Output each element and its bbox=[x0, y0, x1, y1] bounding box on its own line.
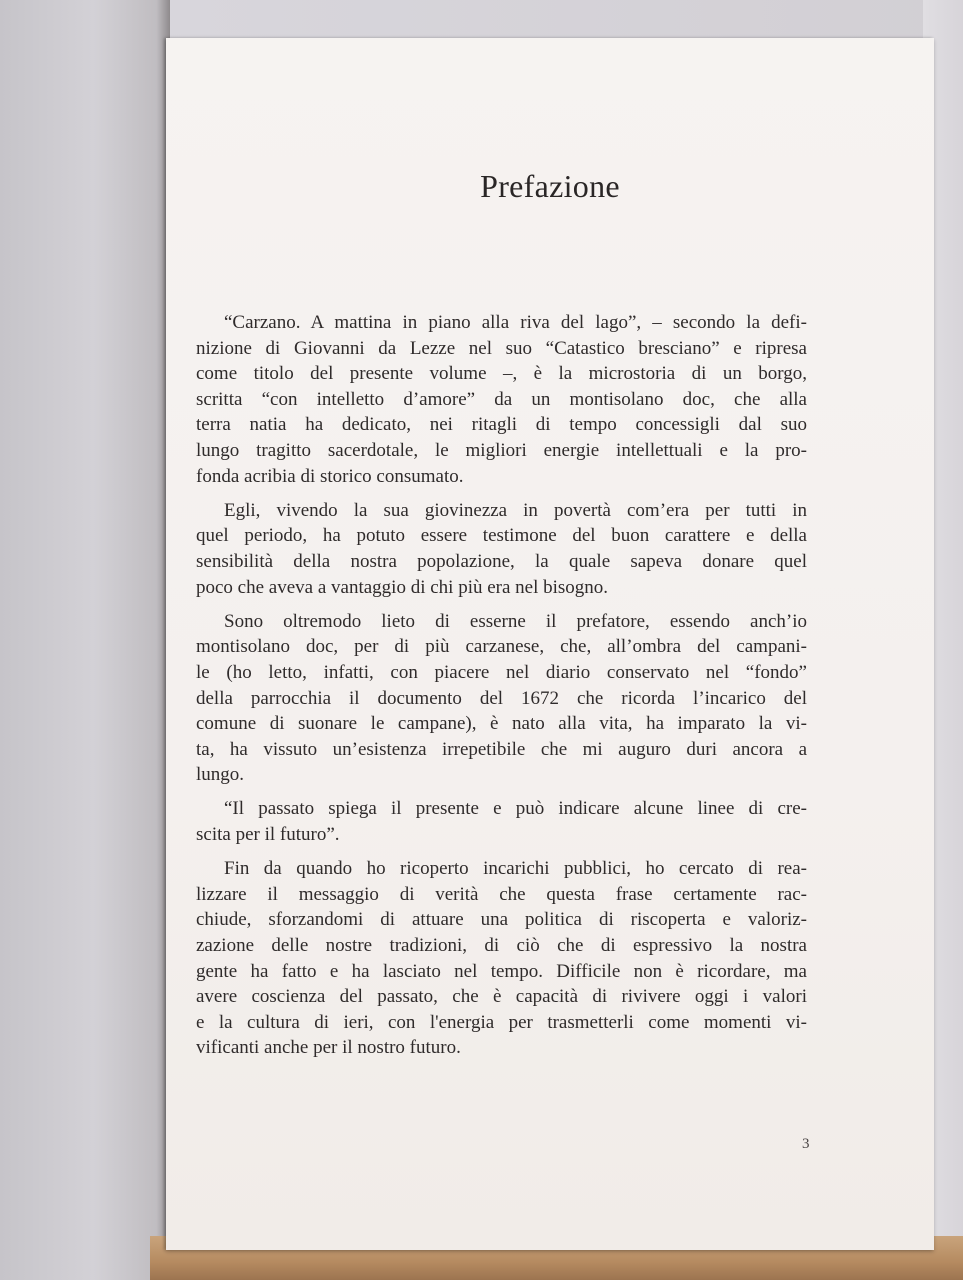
paragraph bbox=[196, 856, 807, 1061]
text-line: Fin da quando ho ricoperto incarichi pubblici, ho cercato di rea- bbox=[224, 858, 807, 880]
text-line: della parrocchia il documento del 1672 che ricorda l’incarico del bbox=[196, 687, 807, 709]
text-line: zazione delle nostre tradizioni, di ciò che di espressivo la nostra bbox=[196, 935, 807, 957]
text-line: lizzare il messaggio di verità che questa frase certamente rac- bbox=[196, 883, 807, 905]
paragraph bbox=[196, 796, 807, 847]
text-line: fonda acribia di storico consumato. bbox=[196, 465, 464, 487]
page-number: 3 bbox=[802, 1136, 810, 1152]
text-line: nizione di Giovanni da Lezze nel suo “Catastico bresciano” e ripresa bbox=[196, 337, 807, 359]
text-line: come titolo del presente volume –, è la microstoria di un borgo, bbox=[196, 363, 807, 385]
text-line: “Il passato spiega il presente e può indicare alcune linee di cre- bbox=[224, 798, 807, 820]
paragraph bbox=[196, 310, 807, 489]
text-line: e la cultura di ieri, con l'energia per trasmetterli come momenti vi- bbox=[196, 1011, 807, 1033]
text-line: chiude, sforzandomi di attuare una politica di riscoperta e valoriz- bbox=[196, 909, 807, 931]
book-page bbox=[166, 38, 934, 1250]
facing-page-edge bbox=[0, 0, 170, 1280]
text-line: “Carzano. A mattina in piano alla riva del lago”, – secondo la defi- bbox=[224, 312, 807, 333]
text-line: lungo. bbox=[196, 764, 245, 786]
text-line: poco che aveva a vantaggio di chi più era nel bisogno. bbox=[196, 576, 609, 598]
text-line: Sono oltremodo lieto di esserne il prefatore, essendo anch’io bbox=[224, 610, 807, 632]
text-line: Egli, vivendo la sua giovinezza in povertà com’era per tutti in bbox=[224, 499, 807, 521]
text-line: terra natia ha dedicato, nei ritagli di tempo concessigli dal suo bbox=[196, 414, 807, 436]
text-line: lungo tragitto sacerdotale, le migliori energie intellettuali e la pro- bbox=[196, 439, 807, 461]
paragraph bbox=[196, 609, 807, 788]
text-line: scita per il futuro”. bbox=[196, 824, 340, 846]
text-line: sensibilità della nostra popolazione, la quale sapeva donare quel bbox=[196, 550, 807, 572]
paragraph bbox=[196, 498, 807, 600]
page-title: Prefazione bbox=[480, 168, 620, 204]
text-line: montisolano doc, per di più carzanese, che, all’ombra del campani- bbox=[196, 636, 807, 658]
text-line: quel periodo, ha potuto essere testimone del buon carattere e della bbox=[196, 525, 807, 547]
text-line: comune di suonare le campane), è nato alla vita, ha imparato la vi- bbox=[196, 713, 807, 735]
text-line: vificanti anche per il nostro futuro. bbox=[196, 1037, 461, 1059]
text-line: le (ho letto, infatti, con piacere nel diario conservato nel “fondo” bbox=[196, 661, 807, 683]
text-line: gente ha fatto e ha lasciato nel tempo. Difficile non è ricordare, ma bbox=[196, 960, 807, 982]
text-line: ta, ha vissuto un’esistenza irrepetibile che mi auguro duri ancora a bbox=[196, 738, 807, 760]
preface-body bbox=[196, 310, 807, 1070]
text-line: scritta “con intelletto d’amore” da un montisolano doc, che alla bbox=[196, 388, 807, 410]
text-line: avere coscienza del passato, che è capacità di rivivere oggi i valori bbox=[196, 986, 807, 1008]
